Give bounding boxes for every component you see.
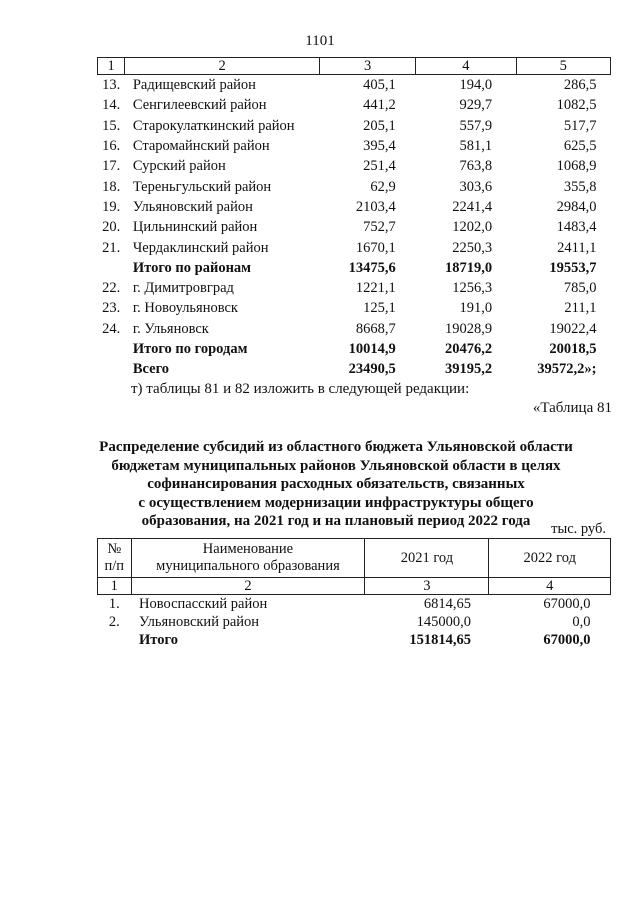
table-cell: 2103,4 [355, 198, 396, 215]
table-cell: Радищевский район [132, 77, 256, 94]
table-header-row [98, 58, 611, 75]
table-row [98, 217, 611, 237]
table-cell: 1256,3 [452, 280, 493, 297]
table-cell: 441,2 [363, 97, 396, 114]
table-cell [98, 359, 125, 379]
table-row [98, 156, 611, 176]
table-cell: 19022,4 [549, 320, 597, 337]
header-text: Наименование [202, 541, 294, 557]
table-cell: 1483,4 [556, 219, 597, 236]
table-cell: 20. [102, 219, 121, 236]
table-row [98, 319, 611, 339]
header-text: муниципального образования [156, 558, 340, 574]
table-cell: Сурский район [132, 158, 226, 175]
table-row [98, 176, 611, 196]
header-cell-name [131, 539, 365, 578]
table-cell: Тереньгульский район [132, 178, 272, 195]
table-cell: 19028,9 [444, 320, 493, 337]
table-cell: 19. [102, 198, 121, 215]
table-cell: 191,0 [459, 300, 493, 317]
table-cell: 286,5 [563, 77, 597, 94]
table-cell: 151814,65 [409, 632, 471, 648]
table-cell: 18. [102, 178, 121, 195]
table-title [90, 438, 582, 531]
table-cell: 20018,5 [549, 341, 597, 357]
table-cell: 205,1 [363, 117, 396, 134]
table-cell: 785,0 [563, 280, 597, 297]
table-cell: 39195,2 [444, 361, 493, 378]
modernization-subsidy-table [97, 538, 611, 649]
table-cell: 62,9 [370, 178, 396, 195]
table-cell [98, 631, 132, 649]
table-cell: 67000,0 [543, 596, 591, 612]
table-cell: Ульяновский район [139, 614, 260, 630]
index-cell: 4 [489, 578, 611, 595]
table-cell: 67000,0 [543, 632, 591, 648]
table-cell: 6814,65 [423, 596, 471, 612]
table-cell: 23490,5 [348, 361, 396, 378]
table-cell: 19553,7 [549, 259, 597, 276]
table-cell: 1082,5 [556, 97, 597, 114]
district-subsidy-table [97, 57, 611, 379]
table-index-row [98, 578, 611, 595]
table-cell: 1202,0 [452, 219, 493, 236]
table-cell: Итого [139, 632, 178, 648]
table-cell: 15. [102, 117, 121, 134]
table-cell: 22. [102, 280, 121, 297]
table-cell: 405,1 [363, 77, 396, 94]
table-cell: 13. [102, 77, 121, 94]
table-cell: 145000,0 [416, 614, 471, 630]
table-cell: 2241,4 [452, 198, 493, 215]
table-cell: 395,4 [363, 138, 396, 155]
table-cell: 194,0 [459, 77, 493, 94]
table-cell: 10014,9 [348, 341, 396, 357]
title-line: с осуществлением модернизации инфраструктуры общего [138, 494, 534, 511]
title-line: Распределение субсидий из областного бюджета Ульяновской области [99, 439, 573, 455]
table-cell: 2. [108, 614, 120, 630]
table-row [98, 75, 611, 96]
table-cell: 625,5 [563, 138, 597, 155]
title-line: бюджетам муниципальных районов Ульяновской области в целях [111, 457, 561, 474]
header-cell-number [98, 539, 132, 578]
table-cell: 355,8 [563, 178, 597, 195]
table-row [98, 237, 611, 257]
table-row [98, 613, 611, 631]
table-row [98, 95, 611, 115]
table-cell: Старомайнский район [132, 138, 270, 155]
table-cell: 39572,2»; [537, 361, 597, 378]
table-cell: Старокулаткинский район [132, 117, 295, 134]
table-row [98, 339, 611, 359]
unit-label: тыс. руб. [551, 521, 606, 537]
table-row [98, 116, 611, 136]
table-cell: 21. [102, 239, 121, 256]
table-cell: г. Димитровград [132, 280, 234, 297]
table-cell: Новоспасский район [139, 596, 268, 612]
table-cell: 1. [108, 596, 120, 612]
table-body [98, 75, 611, 380]
table-body [98, 595, 611, 650]
table-cell: 8668,7 [355, 320, 396, 337]
table-cell: Чердаклинский район [132, 239, 269, 256]
table-cell: г. Новоульяновск [132, 300, 238, 317]
table-cell: 303,6 [459, 178, 493, 195]
table-cell: Всего [132, 361, 170, 378]
table-row [98, 197, 611, 217]
table-cell: 24. [102, 320, 121, 337]
table-cell: 929,7 [459, 97, 493, 114]
header-cell: 5 [516, 58, 610, 75]
index-cell: 1 [98, 578, 132, 595]
header-cell: 4 [416, 58, 516, 75]
table-cell: 2984,0 [556, 198, 597, 215]
table-cell: 752,7 [363, 219, 396, 236]
table-cell: 20476,2 [444, 341, 493, 357]
header-cell-2021: 2021 год [365, 539, 489, 578]
table-row [98, 136, 611, 156]
header-text: № [107, 541, 122, 557]
table-cell: 1068,9 [556, 158, 597, 175]
title-line: софинансирования расходных обязательств, связанных [147, 476, 525, 492]
table-cell: 2411,1 [557, 239, 597, 256]
table-reference: «Таблица 81 [532, 400, 612, 416]
table-cell: 557,9 [459, 117, 493, 134]
table-cell: 1670,1 [355, 239, 396, 256]
table-cell: Сенгилеевский район [132, 97, 267, 114]
table-cell: Цильнинский район [132, 219, 258, 236]
header-cell: 1 [98, 58, 125, 75]
table-cell: 14. [102, 97, 121, 114]
page-number: 1101 [305, 33, 335, 49]
header-cell: 2 [125, 58, 320, 75]
amendment-paragraph: т) таблицы 81 и 82 изложить в следующей редакции: [131, 381, 470, 397]
table-cell: 13475,6 [348, 259, 396, 276]
table-row [98, 258, 611, 278]
table-cell: 211,1 [564, 300, 597, 317]
table-row [98, 278, 611, 298]
table-cell: 16. [102, 138, 121, 155]
header-cell-2022: 2022 год [489, 539, 611, 578]
table-cell: 517,7 [563, 117, 597, 134]
table-cell: 763,8 [459, 158, 493, 175]
table-row [98, 298, 611, 318]
table-cell: 23. [102, 300, 121, 317]
header-cell: 3 [319, 58, 415, 75]
table-cell: Ульяновский район [132, 198, 253, 215]
table-row [98, 595, 611, 614]
table-cell: 0,0 [572, 614, 591, 630]
table-cell: Итого по районам [132, 259, 252, 276]
table-cell: 17. [102, 158, 121, 175]
table-cell: 581,1 [459, 138, 493, 155]
table-cell [98, 339, 125, 359]
header-text: п/п [104, 558, 125, 574]
table-cell: Итого по городам [132, 341, 248, 357]
index-cell: 2 [131, 578, 365, 595]
table-cell: 125,1 [363, 300, 396, 317]
index-cell: 3 [365, 578, 489, 595]
table-cell: 18719,0 [444, 259, 493, 276]
table-cell: 251,4 [363, 158, 396, 175]
table-row [98, 631, 611, 649]
title-line: образования, на 2021 год и на плановый период 2022 года [141, 513, 531, 529]
table-cell: г. Ульяновск [132, 320, 209, 337]
table-cell: 1221,1 [355, 280, 396, 297]
table-cell: 2250,3 [452, 239, 493, 256]
table-cell [98, 258, 125, 278]
table-row [98, 359, 611, 379]
table-header-row [98, 539, 611, 578]
